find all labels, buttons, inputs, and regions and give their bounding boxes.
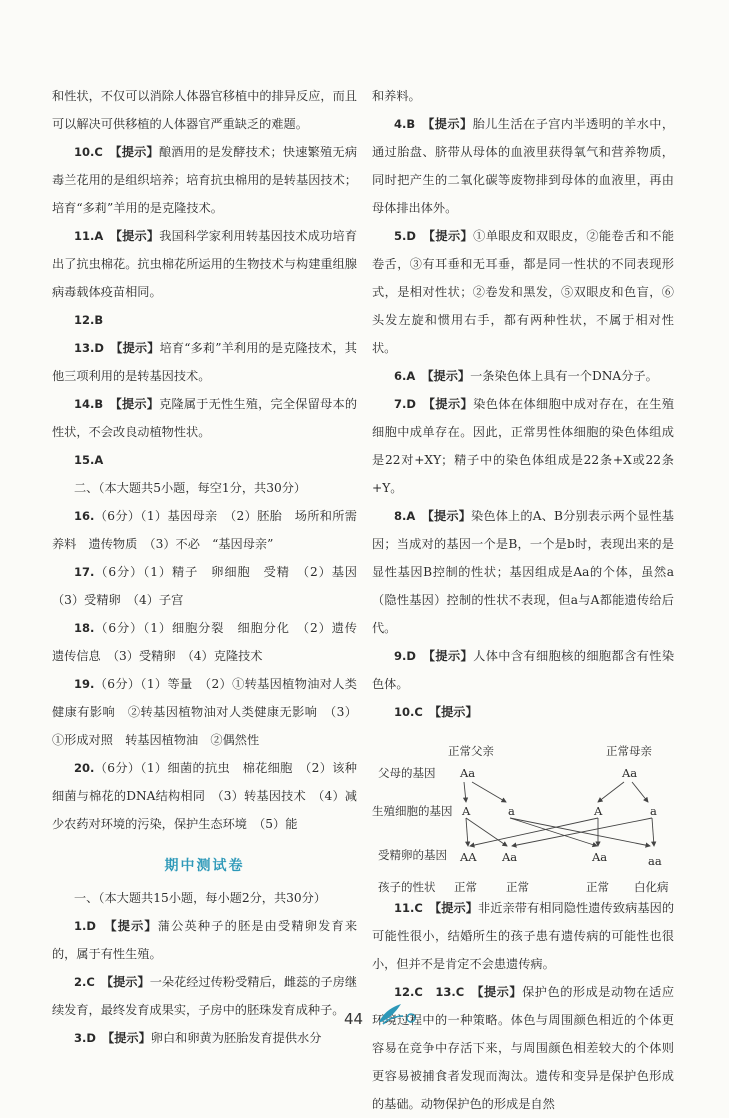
- zygote: Aa: [502, 850, 518, 864]
- hint-label: 【提示】: [435, 705, 478, 719]
- list-item: [372, 82, 674, 110]
- mother-genes: Aa: [622, 766, 638, 780]
- item-text: 人体中含有细胞核的细胞都含有性染色体。: [372, 649, 675, 691]
- trait: 正常: [586, 880, 609, 894]
- item-text: （6分）（1）细菌的抗虫 棉花细胞 （2）该种细菌与棉花的DNA结构相同 （3）转基因技术 （4）减少农药对环境的污染，保护生态环境 （5）能: [52, 761, 357, 831]
- item-text: 染色体在体细胞中成对存在，在生殖细胞中成单存在。因此，正常男性体细胞的染色体组成是22对+XY；精子中的染色体组成是22条+X或22条+Y。: [372, 397, 675, 495]
- row-label: 孩子的性状: [378, 880, 436, 894]
- hint-label: 【提示】: [107, 975, 150, 989]
- item-number: 7.D: [394, 397, 416, 411]
- list-item: [372, 362, 674, 390]
- list-item: [52, 754, 357, 838]
- item-number: 10.C: [394, 705, 423, 719]
- trait: 正常: [454, 880, 477, 894]
- item-text: （6分）（1）精子 卵细胞 受精 （2）基因 （3）受精卵 （4）子宫: [52, 565, 370, 607]
- hint-label: 【提示】: [428, 117, 473, 131]
- hint-label: 【提示】: [115, 229, 160, 243]
- item-text: 卵白和卵黄为胚胎发育提供水分: [150, 1031, 322, 1045]
- list-item: [372, 698, 674, 726]
- item-text: 一条染色体上具有一个DNA分子。: [470, 369, 658, 383]
- right-column: [372, 82, 674, 1118]
- hint-label: 【提示】: [427, 509, 472, 523]
- hint-label: 【提示】: [477, 985, 523, 999]
- hint-label: 【提示】: [435, 901, 479, 915]
- genetics-diagram: [372, 726, 674, 894]
- hint-label: 【提示】: [116, 341, 160, 355]
- list-item: [52, 82, 357, 138]
- hint-label: 【提示】: [115, 145, 159, 159]
- hint-label: 【提示】: [108, 1031, 151, 1045]
- gamete: a: [650, 804, 657, 818]
- item-number: 5.D: [394, 229, 416, 243]
- item-number: 1.D: [74, 919, 96, 933]
- item-text: 克隆属于无性生殖，完全保留母本的性状，不会改良动植物性状。: [52, 397, 358, 439]
- item-number: 11.C: [394, 901, 423, 915]
- list-item: [52, 222, 357, 306]
- item-text: （6分）（1）细胞分裂 细胞分化 （2）遗传 遗传信息 （3）受精卵 （4）克隆技术: [52, 621, 370, 663]
- hint-label: 【提示】: [115, 397, 160, 411]
- father-label: 正常父亲: [448, 744, 494, 758]
- row-label: 生殖细胞的基因: [372, 804, 453, 818]
- section-heading: [52, 884, 357, 912]
- hint-label: 【提示】: [428, 397, 474, 411]
- item-number: 3.D: [74, 1031, 96, 1045]
- mother-label: 正常母亲: [606, 744, 652, 758]
- list-item: [372, 642, 674, 698]
- gamete: A: [594, 804, 603, 818]
- list-item: [52, 446, 357, 474]
- list-item: [52, 138, 357, 222]
- item-number: 12.B: [74, 313, 104, 327]
- item-number: 14.B: [74, 397, 104, 411]
- item-text: 我国科学家利用转基因技术成功培育出了抗虫棉花。抗虫棉花所运用的生物技术与构建重组腺病毒载体疫苗相同。: [52, 229, 358, 299]
- hint-label: 【提示】: [110, 919, 158, 933]
- row-label: 父母的基因: [378, 766, 436, 780]
- item-text: 二、（本大题共5小题，每空1分，共30分）: [74, 481, 307, 495]
- item-text: 蒲公英种子的胚是由受精卵发育来的，属于有性生殖。: [52, 919, 358, 961]
- trait: 正常: [506, 880, 529, 894]
- section-heading: [52, 474, 357, 502]
- left-column: [52, 82, 370, 1052]
- item-number: 10.C: [74, 145, 103, 159]
- leaf-logo-icon: [375, 1000, 423, 1036]
- item-text: 和养料。: [372, 89, 421, 103]
- list-item: [372, 502, 674, 642]
- item-text: （6分）（1）基因母亲 （2）胚胎 场所和所需养料 遗传物质 （3）不必 “基因母亲”: [52, 509, 357, 551]
- item-number: 16.: [74, 509, 95, 523]
- section-title: 期中测试卷: [164, 858, 245, 874]
- list-item: [52, 968, 357, 1024]
- item-number: 17.: [74, 565, 95, 579]
- gamete: A: [462, 804, 471, 818]
- list-item: [372, 390, 674, 502]
- item-text: 酿酒用的是发酵技术；快速繁殖无病毒兰花用的是组织培养；培育抗虫棉用的是转基因技术；培育“多莉”羊用的是克隆技术。: [52, 145, 358, 215]
- list-item: [52, 502, 357, 558]
- zygote: AA: [460, 850, 477, 864]
- list-item: [52, 912, 357, 968]
- item-number: 4.B: [394, 117, 416, 131]
- trait: 白化病: [634, 880, 669, 894]
- zygote: aa: [648, 854, 662, 868]
- list-item: [52, 558, 370, 614]
- list-item: [52, 614, 370, 670]
- list-item: [52, 1024, 357, 1052]
- row-label: 受精卵的基因: [378, 848, 447, 862]
- item-text: 培育“多莉”羊利用的是克隆技术，其他三项利用的是转基因技术。: [52, 341, 357, 383]
- gamete: a: [508, 804, 515, 818]
- list-item: [372, 222, 674, 362]
- item-text: 和性状，不仅可以消除人体器官移植中的排异反应，而且可以解决可供移植的人体器官严重缺乏的难题。: [52, 89, 357, 131]
- page-number: 44: [344, 1010, 364, 1028]
- item-text: 一、（本大题共15小题，每小题2分，共30分）: [74, 891, 327, 905]
- list-item: [372, 110, 674, 222]
- item-text: 染色体上的A、B分别表示两个显性基因；当成对的基因一个是B，一个是b时，表现出来的是显性基因B控制的性状；基因组成是Aa的个体，虽然a（隐性基因）控制的性状不表现，但a与A都能遗传给后代。: [372, 509, 674, 635]
- list-item: [52, 670, 357, 754]
- item-number: 9.D: [394, 649, 416, 663]
- father-genes: Aa: [460, 766, 476, 780]
- item-number: 8.A: [394, 509, 416, 523]
- item-number: 11.A: [74, 229, 104, 243]
- item-number: 20.: [74, 761, 95, 775]
- item-text: 保护色的形成是动物在适应环境过程中的一种策略。体色与周围颜色相近的个体更容易在竞争中存活下来，与周围颜色相差较大的个体则更容易被捕食者发现而淘汰。遗传和变异是保护色形成的基础。动物保护色的形成是自然: [372, 985, 675, 1111]
- item-text: 一朵花经过传粉受精后，雌蕊的子房继续发育，最终发育成果实，子房中的胚珠发育成种子。: [52, 975, 358, 1017]
- item-number: 12.C 13.C: [394, 985, 465, 999]
- list-item: [372, 894, 674, 978]
- hint-label: 【提示】: [428, 649, 474, 663]
- item-text: 非近亲带有相同隐性遗传致病基因的可能性很小，结婚所生的孩子患有遗传病的可能性也很小，但并不是肯定不会患遗传病。: [372, 901, 675, 971]
- item-number: 13.D: [74, 341, 104, 355]
- zygote: Aa: [592, 850, 608, 864]
- hint-label: 【提示】: [428, 229, 474, 243]
- item-number: 6.A: [394, 369, 416, 383]
- item-number: 15.A: [74, 453, 104, 467]
- list-item: [52, 334, 357, 390]
- hint-label: 【提示】: [427, 369, 471, 383]
- item-number: 18.: [74, 621, 95, 635]
- item-number: 2.C: [74, 975, 95, 989]
- item-number: 19.: [74, 677, 95, 691]
- list-item: [372, 978, 674, 1118]
- item-text: （6分）（1）等量 （2）①转基因植物油对人类健康有影响 ②转基因植物油对人类健康无影响 （3）①形成对照 转基因植物油 ②偶然性: [52, 677, 357, 747]
- item-text: 胎儿生活在子宫内半透明的羊水中，通过胎盘、脐带从母体的血液里获得氧气和营养物质，同时把产生的二氧化碳等废物排到母体的血液里，再由母体排出体外。: [372, 117, 675, 215]
- list-item: [52, 306, 357, 334]
- list-item: [52, 390, 357, 446]
- item-text: ①单眼皮和双眼皮，②能卷舌和不能卷舌，③有耳垂和无耳垂，都是同一性状的不同表现形式，是相对性状；②卷发和黑发，⑤双眼皮和色盲，⑥头发左旋和惯用右手，都有两种性状，不属于相对性状。: [372, 229, 675, 355]
